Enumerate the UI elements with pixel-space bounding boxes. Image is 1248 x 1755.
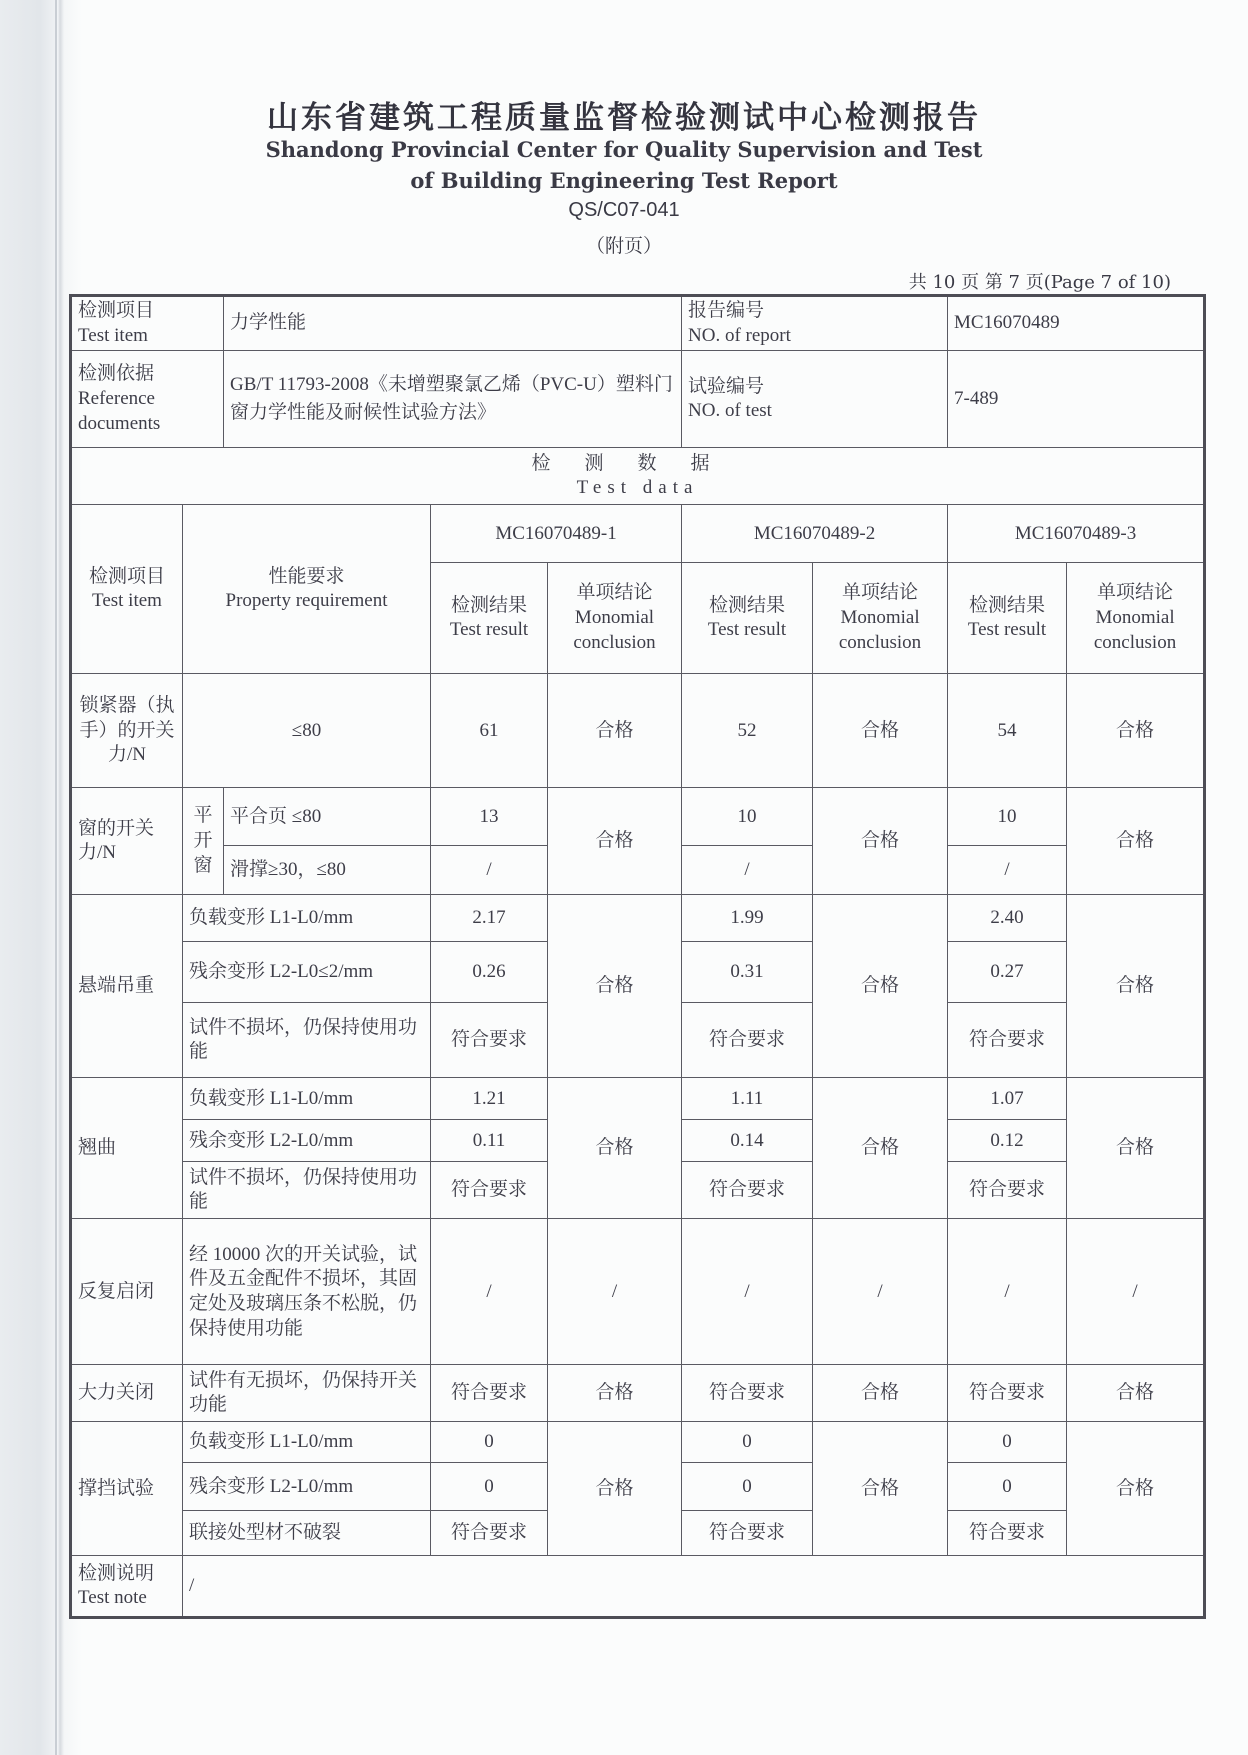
col-test-item-cn: 检测项目 (88, 565, 165, 587)
data-title-en: Test data (576, 477, 699, 499)
warp-req-1: 负载变形 L1-L0/mm (183, 1078, 431, 1120)
sample-2-header: MC16070489-2 (682, 505, 948, 563)
result-header-cn: 检测结果 (969, 594, 1046, 616)
force-close-result-2: 符合要求 (682, 1365, 813, 1422)
stop-d-1: 符合要求 (431, 1511, 548, 1556)
cantilever-b-3: 0.27 (948, 942, 1067, 1003)
test-note-label-en: Test note (78, 1587, 147, 1609)
window-force-s2-result-1: / (431, 846, 548, 895)
col-test-item-header (71, 505, 183, 674)
test-no-value: 7-489 (948, 351, 1205, 448)
window-force-s2-result-2: / (682, 846, 813, 895)
window-force-conclusion-1: 合格 (548, 788, 682, 895)
stop-b-3: 0 (948, 1463, 1067, 1511)
row-window-force-item: 窗的开关力/N (71, 788, 183, 895)
row-stop-item: 撑挡试验 (71, 1422, 183, 1556)
sample-1-conclusion-header (548, 563, 682, 674)
col-requirement-cn: 性能要求 (268, 565, 345, 587)
warp-b-3: 0.12 (948, 1120, 1067, 1162)
lock-result-1: 61 (431, 674, 548, 788)
column-header-row-1 (71, 505, 1205, 563)
row-window-force-type: 平开窗 (183, 788, 224, 895)
force-close-result-3: 符合要求 (948, 1365, 1067, 1422)
force-close-conclusion-1: 合格 (548, 1365, 682, 1422)
conclusion-header-cn: 单项结论 (1097, 582, 1174, 604)
sample-3-conclusion-header (1067, 563, 1205, 674)
info-row-test-item (71, 296, 1205, 351)
stop-conclusion-2: 合格 (813, 1422, 948, 1556)
cantilever-req-1: 负载变形 L1-L0/mm (183, 895, 431, 942)
warp-conclusion-3: 合格 (1067, 1078, 1205, 1219)
test-note-label (71, 1556, 183, 1618)
stop-conclusion-1: 合格 (548, 1422, 682, 1556)
window-force-conclusion-3: 合格 (1067, 788, 1205, 895)
report-table (69, 294, 1206, 1619)
conclusion-header-en: Monomial conclusion (573, 607, 656, 653)
force-close-conclusion-3: 合格 (1067, 1365, 1205, 1422)
repeat-conclusion-2: / (813, 1219, 948, 1365)
report-no-label-cn: 报告编号 (688, 300, 765, 321)
stop-a-2: 0 (682, 1422, 813, 1463)
cantilever-conclusion-3: 合格 (1067, 895, 1205, 1078)
warp-conclusion-1: 合格 (548, 1078, 682, 1219)
result-header-en: Test result (707, 619, 787, 641)
window-force-conclusion-2: 合格 (813, 788, 948, 895)
cantilever-b-1: 0.26 (431, 942, 548, 1003)
table-row-warp-1 (71, 1078, 1205, 1120)
sample-3-header: MC16070489-3 (948, 505, 1205, 563)
report-title-cn: 山东省建筑工程质量监督检验测试中心检测报告 (267, 100, 981, 136)
sample-1-result-header (431, 563, 548, 674)
stop-b-2: 0 (682, 1463, 813, 1511)
test-no-label-cn: 试验编号 (688, 375, 765, 397)
window-force-s1-result-1: 13 (431, 788, 548, 846)
test-item-value: 力学性能 (224, 296, 682, 351)
stop-d-2: 符合要求 (682, 1511, 813, 1556)
table-row-window-force-1 (71, 788, 1205, 846)
result-header-cn: 检测结果 (451, 594, 528, 616)
table-row-lock-force (71, 674, 1205, 788)
col-test-item-en: Test item (92, 590, 162, 612)
lock-conclusion-2: 合格 (813, 674, 948, 788)
warp-a-3: 1.07 (948, 1078, 1067, 1120)
test-item-label (71, 296, 224, 351)
info-row-reference (71, 351, 1205, 448)
cantilever-conclusion-2: 合格 (813, 895, 948, 1078)
window-force-s2-result-3: / (948, 846, 1067, 895)
warp-d-3: 符合要求 (948, 1162, 1067, 1219)
row-warp-item: 翘曲 (71, 1078, 183, 1219)
force-close-conclusion-2: 合格 (813, 1365, 948, 1422)
lock-result-3: 54 (948, 674, 1067, 788)
report-no-label-en: NO. of report (688, 324, 791, 346)
warp-d-2: 符合要求 (682, 1162, 813, 1219)
warp-req-2: 残余变形 L2-L0/mm (183, 1120, 431, 1162)
cantilever-a-3: 2.40 (948, 895, 1067, 942)
result-header-en: Test result (449, 619, 529, 641)
cantilever-d-2: 符合要求 (682, 1003, 813, 1078)
window-force-s1-result-2: 10 (682, 788, 813, 846)
conclusion-header-en: Monomial conclusion (838, 607, 922, 653)
cantilever-req-3: 试件不损坏，仍保持使用功能 (183, 1003, 431, 1078)
lock-result-2: 52 (682, 674, 813, 788)
warp-b-1: 0.11 (431, 1120, 548, 1162)
warp-d-1: 符合要求 (431, 1162, 548, 1219)
conclusion-header-cn: 单项结论 (842, 582, 919, 604)
test-item-label-cn: 检测项目 (78, 300, 155, 321)
window-force-s1-result-3: 10 (948, 788, 1067, 846)
report-no-label (682, 296, 948, 351)
warp-a-2: 1.11 (682, 1078, 813, 1120)
sample-2-conclusion-header (813, 563, 948, 674)
test-note-label-cn: 检测说明 (78, 1562, 155, 1584)
lock-conclusion-3: 合格 (1067, 674, 1205, 788)
repeat-conclusion-3: / (1067, 1219, 1205, 1365)
test-item-label-en: Test item (78, 324, 148, 346)
result-header-en: Test result (967, 619, 1047, 641)
sample-2-result-header (682, 563, 813, 674)
table-row-test-note (71, 1556, 1205, 1618)
row-force-close-req: 试件有无损坏，仍保持开关功能 (183, 1365, 431, 1422)
window-force-req-2: 滑撑≥30，≤80 (224, 846, 431, 895)
stop-req-3: 联接处型材不破裂 (183, 1511, 431, 1556)
cantilever-conclusion-1: 合格 (548, 895, 682, 1078)
stop-req-1: 负载变形 L1-L0/mm (183, 1422, 431, 1463)
force-close-result-1: 符合要求 (431, 1365, 548, 1422)
table-row-repeat (71, 1219, 1205, 1365)
col-requirement-header (183, 505, 431, 674)
table-row-force-close (71, 1365, 1205, 1422)
cantilever-req-2: 残余变形 L2-L0≤2/mm (183, 942, 431, 1003)
sample-3-result-header (948, 563, 1067, 674)
window-force-req-1: 平合页 ≤80 (224, 788, 431, 846)
repeat-result-3: / (948, 1219, 1067, 1365)
cantilever-a-2: 1.99 (682, 895, 813, 942)
repeat-conclusion-1: / (548, 1219, 682, 1365)
page-info: 共 10 页 第 7 页(Page 7 of 10) (908, 272, 1171, 293)
cantilever-a-1: 2.17 (431, 895, 548, 942)
form-code: QS/C07-041 (568, 199, 680, 221)
ref-docs-label-cn: 检测依据 (78, 363, 155, 385)
row-lock-req: ≤80 (183, 674, 431, 788)
conclusion-header-en: Monomial conclusion (1093, 607, 1177, 653)
appendix-label: （附页） (585, 235, 662, 257)
result-header-cn: 检测结果 (709, 594, 786, 616)
repeat-result-1: / (431, 1219, 548, 1365)
ref-docs-label-en: Reference documents (78, 388, 161, 434)
data-title-cn: 检测数据 (531, 452, 744, 474)
cantilever-d-1: 符合要求 (431, 1003, 548, 1078)
cantilever-d-3: 符合要求 (948, 1003, 1067, 1078)
report-no-value: MC16070489 (948, 296, 1205, 351)
row-cantilever-item: 悬端吊重 (71, 895, 183, 1078)
data-title-row (71, 448, 1205, 505)
stop-req-2: 残余变形 L2-L0/mm (183, 1463, 431, 1511)
row-force-close-item: 大力关闭 (71, 1365, 183, 1422)
ref-docs-value: GB/T 11793-2008《未增塑聚氯乙烯（PVC-U）塑料门窗力学性能及耐候性试验方法》 (224, 351, 682, 448)
test-no-label-en: NO. of test (688, 400, 772, 422)
stop-a-1: 0 (431, 1422, 548, 1463)
warp-req-3: 试件不损坏，仍保持使用功能 (183, 1162, 431, 1219)
warp-a-1: 1.21 (431, 1078, 548, 1120)
test-note-value: / (183, 1556, 1205, 1618)
conclusion-header-cn: 单项结论 (576, 582, 653, 604)
col-requirement-en: Property requirement (225, 590, 388, 612)
stop-d-3: 符合要求 (948, 1511, 1067, 1556)
report-title-en-line1: Shandong Provincial Center for Quality Supervision and Test (265, 137, 983, 162)
row-repeat-item: 反复启闭 (71, 1219, 183, 1365)
row-repeat-req: 经 10000 次的开关试验，试件及五金配件不损坏，其固定处及玻璃压条不松脱，仍保持使用功能 (183, 1219, 431, 1365)
warp-conclusion-2: 合格 (813, 1078, 948, 1219)
lock-conclusion-1: 合格 (548, 674, 682, 788)
table-row-cantilever-1 (71, 895, 1205, 942)
stop-b-1: 0 (431, 1463, 548, 1511)
report-title-en-line2: of Building Engineering Test Report (410, 168, 838, 193)
page-fold-line (55, 0, 57, 1755)
row-lock-item: 锁紧器（执手）的开关力/N (71, 674, 183, 788)
test-no-label (682, 351, 948, 448)
ref-docs-label (71, 351, 224, 448)
data-title (71, 448, 1205, 505)
table-row-stop-1 (71, 1422, 1205, 1463)
repeat-result-2: / (682, 1219, 813, 1365)
stop-conclusion-3: 合格 (1067, 1422, 1205, 1556)
sample-1-header: MC16070489-1 (431, 505, 682, 563)
warp-b-2: 0.14 (682, 1120, 813, 1162)
cantilever-b-2: 0.31 (682, 942, 813, 1003)
stop-a-3: 0 (948, 1422, 1067, 1463)
